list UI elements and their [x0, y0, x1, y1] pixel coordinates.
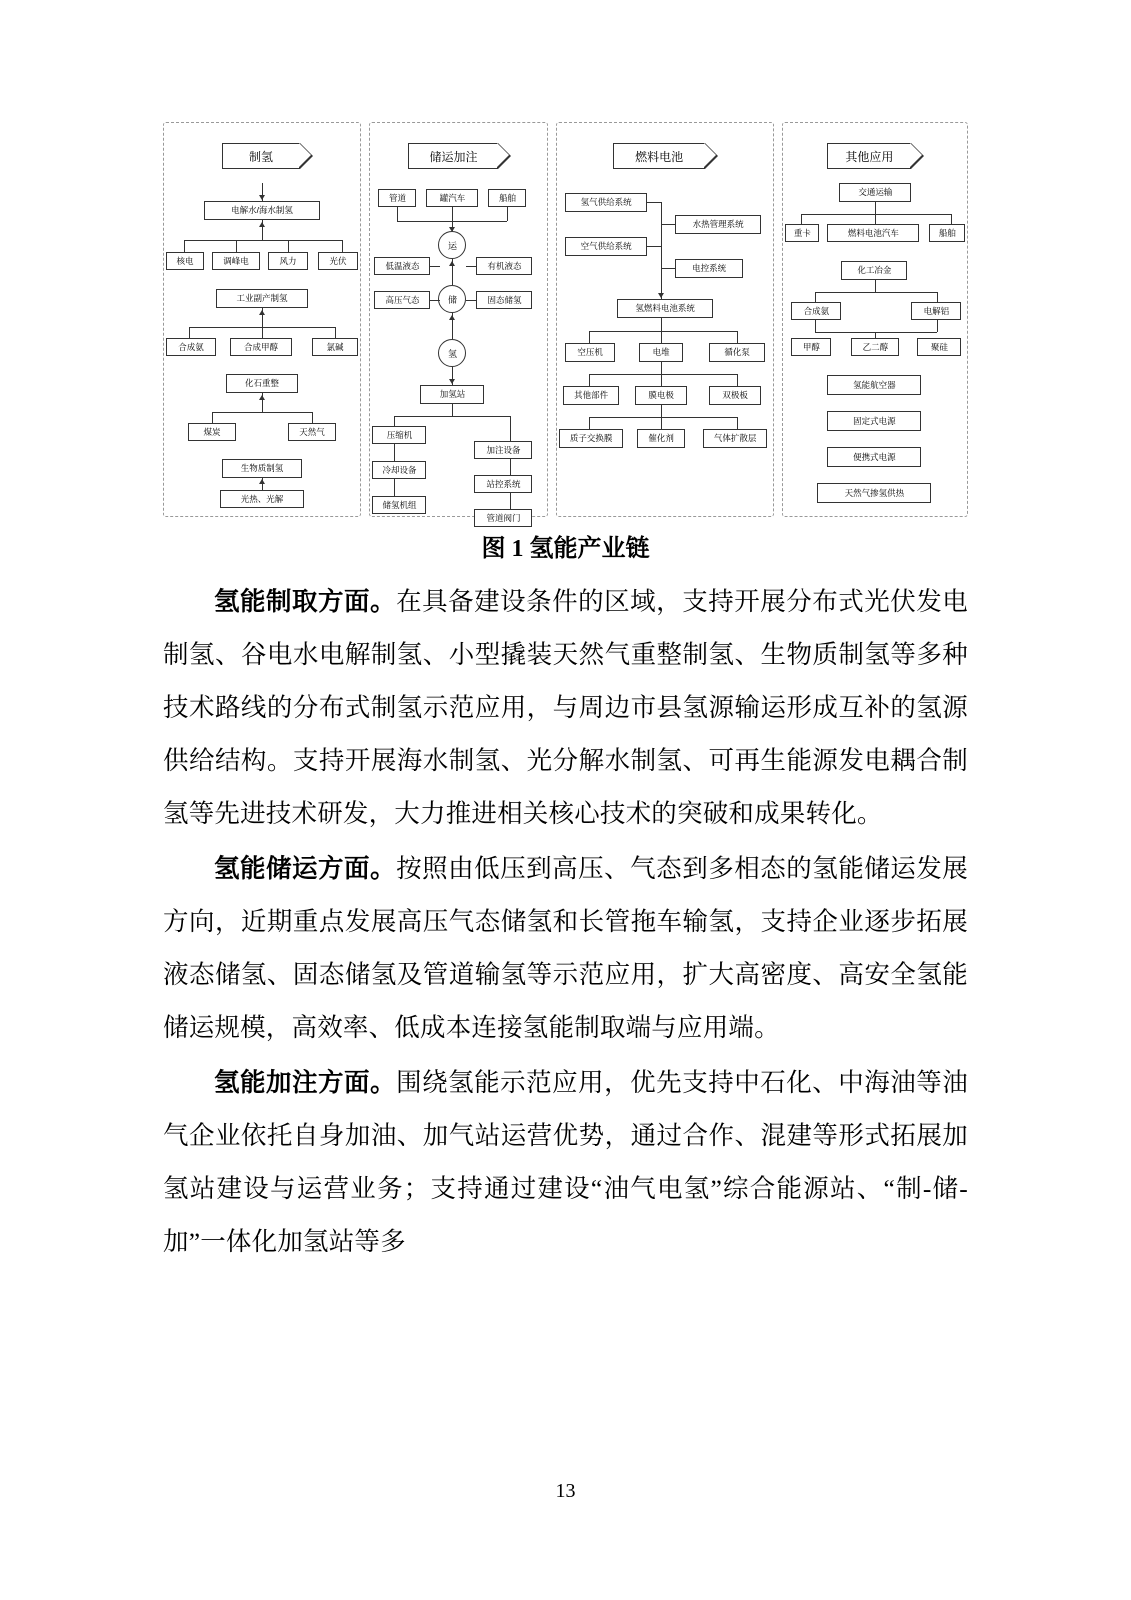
- node-photothermal: [220, 490, 304, 508]
- node-fuel-cell-system: [617, 299, 713, 318]
- node-label: 气体扩散层: [713, 433, 757, 444]
- connector: [510, 416, 511, 428]
- paragraph-hydrogen-storage: [163, 842, 968, 1054]
- node-label: 低温液态: [385, 260, 420, 271]
- node-label: 电解水/海水制氢: [231, 205, 293, 216]
- node-label: 氢燃料电池系统: [635, 303, 695, 314]
- connector: [661, 374, 662, 386]
- node-label: 生物质制氢: [240, 463, 284, 474]
- connector: [589, 417, 737, 418]
- arrow: [259, 479, 265, 484]
- node-natural-gas-blending-heat: [817, 483, 931, 503]
- node-label: 化工冶金: [857, 265, 892, 276]
- connector: [661, 268, 675, 269]
- node-hydrogen-storage-unit: [372, 496, 426, 514]
- node-label: 储氢机组: [382, 499, 417, 510]
- node-label: 储: [447, 294, 457, 305]
- node-synthetic-ammonia: [166, 338, 216, 356]
- node-polysilicon: [917, 338, 961, 356]
- node-label: 燃料电池汽车: [847, 227, 899, 238]
- node-synthetic-methanol: [230, 338, 292, 356]
- connector: [875, 202, 876, 214]
- paragraph-lead: 氢能制取方面。: [214, 587, 397, 616]
- node-portable-power: [827, 447, 921, 467]
- figure-hydrogen-industry-chain: [163, 122, 968, 523]
- connector: [184, 240, 185, 252]
- node-label: 乙二醇: [862, 341, 889, 352]
- node-refuel-equipment: [474, 441, 532, 459]
- node-air-supply-system: [565, 237, 647, 256]
- connector: [589, 331, 590, 343]
- connector: [335, 327, 336, 338]
- connector: [312, 412, 313, 423]
- node-nuclear: [166, 252, 204, 270]
- connector: [507, 207, 508, 221]
- paragraph-lead: 氢能储运方面。: [214, 854, 397, 883]
- connector: [661, 417, 662, 429]
- node-natural-gas: [288, 423, 336, 441]
- node-solid-storage: [476, 291, 532, 309]
- node-cryogenic-liquid: [374, 257, 430, 275]
- connector: [466, 300, 476, 301]
- connector: [661, 318, 662, 331]
- node-label: 化石重整: [244, 378, 279, 389]
- node-fuel-cell-vehicle: [827, 224, 919, 242]
- connector: [647, 202, 661, 203]
- node-fossil-reforming: [226, 374, 298, 393]
- node-label: 重卡: [793, 227, 811, 238]
- node-catalyst: [637, 429, 685, 448]
- node-label: 天然气掺氢供热: [844, 487, 905, 498]
- connector: [661, 331, 662, 343]
- node-label: 光热、光解: [240, 493, 284, 504]
- node-label: 加注设备: [486, 444, 521, 455]
- paragraph-lead: 氢能加注方面。: [214, 1068, 397, 1097]
- connector: [589, 331, 737, 332]
- connector: [430, 300, 440, 301]
- connector: [737, 417, 738, 429]
- connector: [212, 412, 213, 423]
- node-label: 船舶: [498, 192, 516, 203]
- node-wind: [268, 252, 308, 270]
- node-industrial-byproduct: [216, 289, 308, 308]
- node-transport-circle: [438, 231, 466, 259]
- node-air-compressor: [565, 343, 615, 362]
- node-label: 聚硅: [930, 341, 948, 352]
- node-electrolysis: [204, 201, 320, 220]
- connector: [801, 214, 802, 224]
- node-peak-power: [212, 252, 260, 270]
- node-gas-diffusion-layer: [703, 429, 767, 448]
- document-body: [163, 575, 968, 1270]
- node-label: 煤炭: [203, 426, 221, 437]
- paragraph-hydrogen-refueling: [163, 1056, 968, 1268]
- connector: [815, 320, 816, 332]
- node-label: 氯碱: [326, 341, 344, 352]
- node-label: 空压机: [577, 347, 603, 358]
- connector: [452, 207, 453, 221]
- connector: [815, 292, 816, 302]
- connector: [430, 266, 440, 267]
- column-title-banner: [827, 143, 911, 169]
- node-synthetic-ammonia: [791, 302, 841, 320]
- node-label: 催化剂: [648, 433, 674, 444]
- figure-column-storage-transport-refuel: [369, 122, 548, 523]
- figure-column-fuel-cell: [556, 122, 774, 517]
- node-pipeline-valve: [474, 509, 532, 527]
- node-label: 工业副产制氢: [236, 293, 288, 304]
- connector: [189, 327, 190, 338]
- node-electronic-control-system: [675, 259, 743, 278]
- figure-column-hydrogen-production: [163, 122, 361, 517]
- node-cooling-equipment: [372, 461, 426, 479]
- node-label: 电堆: [652, 347, 670, 358]
- node-label: 天然气: [299, 426, 325, 437]
- column-title-banner: [613, 143, 705, 169]
- figure-caption: [0, 528, 1131, 563]
- paragraph-text: 在具备建设条件的区域，支持开展分布式光伏发电制氢、谷电水电解制氢、小型撬装天然气重整制氢、生物质制氢等多种技术路线的分布式制氢示范应用，与周边市县氢源输运形成互补的氢源供给结构。支持开展海水制氢、光分解水制氢、可再生能源发电耦合制氢等先进技术研发，大力推进相关核心技术的突破和成果转化。: [163, 587, 968, 828]
- connector: [937, 292, 938, 302]
- node-proton-exchange-membrane: [559, 429, 623, 448]
- node-label: 加氢站: [439, 389, 466, 400]
- node-label: 电解铝: [923, 305, 950, 316]
- arrow: [449, 379, 455, 384]
- node-methanol: [791, 338, 831, 356]
- column-title-text: 燃料电池: [635, 149, 684, 164]
- column-title-text: 制氢: [248, 149, 273, 164]
- connector: [737, 374, 738, 386]
- node-compressor: [372, 426, 426, 444]
- connector: [466, 266, 476, 267]
- node-label: 电控系统: [692, 263, 727, 274]
- node-storage-circle: [438, 285, 466, 313]
- connector: [937, 320, 938, 332]
- node-stationary-power: [827, 411, 921, 431]
- connector: [589, 374, 737, 375]
- node-bipolar-plate: [709, 386, 761, 405]
- node-refueling-station: [420, 385, 484, 404]
- node-high-pressure-gas: [374, 291, 430, 309]
- connector: [815, 292, 937, 293]
- node-hydrogen-circle: [438, 339, 466, 367]
- node-coal: [188, 423, 236, 441]
- node-thermal-management-system: [675, 215, 761, 234]
- node-membrane-electrode: [635, 386, 687, 405]
- node-label: 循化泵: [724, 347, 750, 358]
- node-ship: [488, 189, 526, 207]
- node-label: 调峰电: [223, 255, 249, 266]
- node-label: 膜电极: [648, 390, 674, 401]
- node-label: 运: [447, 240, 457, 251]
- node-electrolytic-aluminum: [911, 302, 961, 320]
- node-label: 管道阀门: [486, 512, 521, 523]
- node-label: 站控系统: [486, 478, 521, 489]
- node-label: 高压气态: [385, 294, 420, 305]
- connector: [661, 405, 662, 417]
- connector: [647, 246, 661, 247]
- connector: [661, 224, 675, 225]
- node-label: 核电: [176, 255, 194, 266]
- arrow: [449, 261, 455, 266]
- connector: [589, 374, 590, 386]
- paragraph-text: 按照由低压到高压、气态到多相态的氢能储运发展方向，近期重点发展高压气态储氢和长管拖车输氢，支持企业逐步拓展液态储氢、固态储氢及管道输氢等示范应用，扩大高密度、高安全氢能储运规模，高效率、低成本连接氢能制取端与应用端。: [163, 854, 968, 1042]
- node-hydrogen-aircraft: [827, 375, 921, 395]
- node-ethylene-glycol: [851, 338, 899, 356]
- connector: [589, 417, 590, 429]
- node-label: 空气供给系统: [580, 241, 632, 252]
- page-number: [0, 1480, 1131, 1503]
- connector: [397, 207, 398, 221]
- column-title-text: 储运加注: [429, 149, 478, 164]
- arrow: [259, 195, 265, 200]
- node-label: 合成氨: [178, 341, 204, 352]
- node-label: 有机液态: [487, 260, 522, 271]
- node-pipeline: [378, 189, 416, 207]
- node-label: 光伏: [329, 255, 347, 266]
- arrow: [259, 310, 265, 315]
- node-transportation: [839, 183, 911, 202]
- node-ship: [929, 224, 965, 242]
- node-biomass: [222, 459, 302, 478]
- node-circulation-pump: [709, 343, 765, 362]
- node-chlor-alkali: [312, 338, 358, 356]
- node-stack: [639, 343, 683, 362]
- connector: [801, 214, 951, 215]
- arrow: [658, 293, 664, 298]
- connector: [737, 331, 738, 343]
- arrow: [259, 395, 265, 400]
- node-label: 其他部件: [574, 390, 609, 401]
- connector: [452, 404, 453, 416]
- node-label: 固态储氢: [487, 294, 522, 305]
- figure-caption-text: 图 1 氢能产业链: [481, 536, 650, 562]
- connector: [875, 280, 876, 292]
- connector: [951, 214, 952, 224]
- connector: [875, 214, 876, 224]
- node-label: 风力: [279, 255, 297, 266]
- connector: [212, 412, 312, 413]
- connector: [342, 240, 343, 252]
- column-title-banner: [408, 143, 498, 169]
- node-label: 氢: [447, 348, 457, 359]
- node-label: 固定式电源: [853, 415, 896, 426]
- node-label: 压缩机: [386, 429, 413, 440]
- paragraph-hydrogen-production: [163, 575, 968, 840]
- node-label: 交通运输: [858, 187, 893, 198]
- node-station-control: [474, 475, 532, 493]
- connector: [288, 240, 289, 252]
- node-hydrogen-supply-system: [565, 193, 647, 212]
- node-chemical-metallurgy: [841, 261, 907, 280]
- connector: [236, 240, 237, 252]
- connector: [815, 332, 937, 333]
- node-label: 合成氨: [803, 305, 830, 316]
- node-label: 管道: [388, 192, 406, 203]
- paragraph-text: 围绕氢能示范应用，优先支持中石化、中海油等油气企业依托自身加油、加气站运营优势，通过合作、混建等形式拓展加氢站建设与运营业务；支持通过建设“油气电氢”综合能源站、“制-储-加”一体化加氢站等多: [163, 1068, 968, 1256]
- node-solar: [318, 252, 358, 270]
- node-label: 质子交换膜: [569, 433, 613, 444]
- node-label: 双极板: [722, 390, 748, 401]
- node-label: 氢能航空器: [853, 379, 896, 390]
- connector: [262, 327, 263, 338]
- node-tank-truck: [426, 189, 478, 207]
- node-label: 冷却设备: [382, 464, 417, 475]
- figure-column-other-applications: [782, 122, 968, 517]
- node-label: 水热管理系统: [692, 219, 744, 230]
- node-label: 便携式电源: [853, 451, 896, 462]
- arrow: [449, 315, 455, 320]
- connector: [184, 240, 342, 241]
- node-label: 甲醇: [802, 341, 820, 352]
- column-title-banner: [222, 143, 300, 169]
- column-title-text: 其他应用: [845, 149, 894, 164]
- node-label: 氢气供给系统: [580, 197, 632, 208]
- node-heavy-truck: [785, 224, 819, 242]
- node-organic-liquid: [476, 257, 532, 275]
- connector: [661, 362, 662, 374]
- arrow: [259, 222, 265, 227]
- page-number-text: 13: [555, 1480, 576, 1502]
- node-label: 罐汽车: [439, 192, 466, 203]
- node-other-parts: [563, 386, 619, 405]
- connector: [394, 416, 510, 417]
- node-label: 合成甲醇: [243, 341, 278, 352]
- node-label: 船舶: [938, 227, 956, 238]
